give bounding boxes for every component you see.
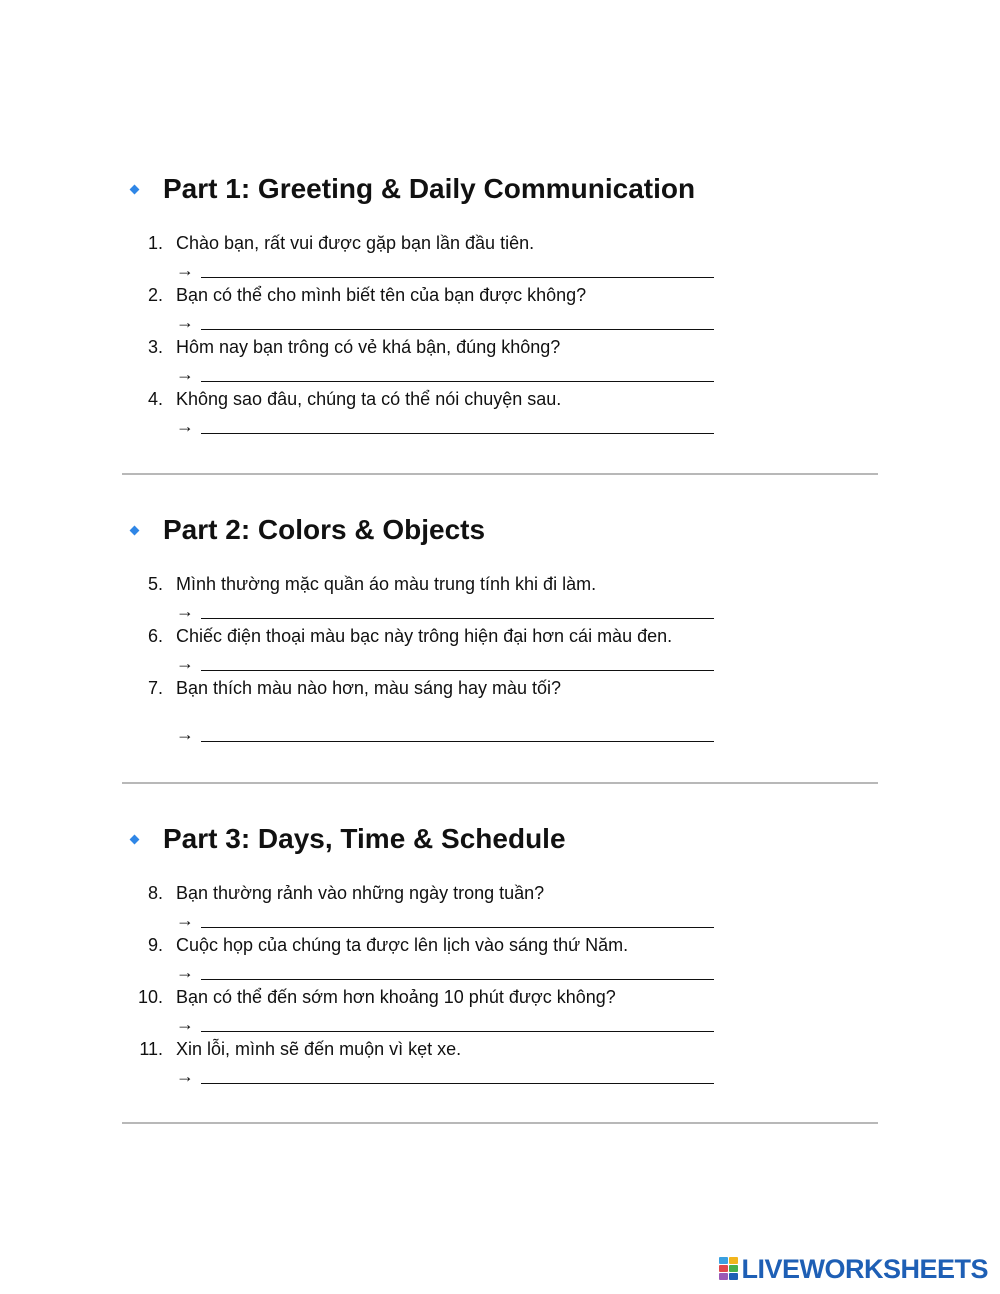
question-item	[0, 626, 1000, 678]
question-text: Chiếc điện thoại màu bạc này trông hiện đại hơn cái màu đen.	[176, 626, 673, 646]
answer-input-1[interactable]	[201, 257, 714, 278]
question-item	[0, 389, 1000, 441]
liveworksheets-logo-icon	[719, 1257, 739, 1281]
question-item	[0, 337, 1000, 389]
question-text: Bạn thường rảnh vào những ngày trong tuần?	[176, 883, 545, 903]
question-number: 1.	[147, 233, 163, 253]
part-2-heading: Part 2: Colors & Objects	[163, 514, 486, 545]
arrow-icon: →	[176, 312, 194, 332]
answer-input-5[interactable]	[201, 598, 714, 619]
question-number: 3.	[147, 337, 163, 357]
section-divider	[122, 782, 878, 784]
answer-input-4[interactable]	[201, 413, 714, 434]
question-number: 5.	[147, 574, 163, 594]
arrow-icon: →	[176, 416, 194, 436]
question-item	[0, 233, 1000, 285]
arrow-icon: →	[176, 724, 194, 744]
logo-text: LIVEWORKSHEETS	[741, 1253, 988, 1284]
question-text: Không sao đâu, chúng ta có thể nói chuyện sau.	[176, 389, 562, 409]
diamond-bullet-icon	[130, 835, 140, 845]
question-text: Bạn thích màu nào hơn, màu sáng hay màu tối?	[176, 678, 562, 698]
answer-input-8[interactable]	[201, 907, 714, 928]
question-text: Bạn có thể cho mình biết tên của bạn được không?	[176, 285, 587, 305]
section-divider	[122, 473, 878, 475]
question-item	[0, 883, 1000, 935]
question-text: Mình thường mặc quần áo màu trung tính khi đi làm.	[176, 574, 597, 594]
arrow-icon: →	[176, 1066, 194, 1086]
question-number: 8.	[147, 883, 163, 903]
question-item	[0, 574, 1000, 626]
liveworksheets-logo	[719, 1252, 988, 1286]
question-text: Cuộc họp của chúng ta được lên lịch vào sáng thứ Năm.	[176, 935, 629, 955]
arrow-icon: →	[176, 962, 194, 982]
part-1-heading: Part 1: Greeting & Daily Communication	[163, 173, 696, 204]
question-item	[0, 678, 1000, 748]
question-number: 9.	[147, 935, 163, 955]
answer-input-3[interactable]	[201, 361, 714, 382]
arrow-icon: →	[176, 1014, 194, 1034]
question-item	[0, 285, 1000, 337]
question-number: 4.	[147, 389, 163, 409]
answer-input-7[interactable]	[201, 721, 714, 742]
question-number: 10.	[137, 987, 163, 1007]
question-number: 2.	[147, 285, 163, 305]
answer-input-11[interactable]	[201, 1063, 714, 1084]
answer-input-9[interactable]	[201, 959, 714, 980]
answer-input-2[interactable]	[201, 309, 714, 330]
question-text: Bạn có thể đến sớm hơn khoảng 10 phút được không?	[176, 987, 616, 1007]
question-number: 6.	[147, 626, 163, 646]
answer-input-10[interactable]	[201, 1011, 714, 1032]
question-number: 11.	[139, 1039, 163, 1059]
question-item	[0, 935, 1000, 987]
arrow-icon: →	[176, 601, 194, 621]
part-3-heading: Part 3: Days, Time & Schedule	[163, 823, 566, 854]
question-text: Chào bạn, rất vui được gặp bạn lần đầu tiên.	[176, 233, 535, 253]
arrow-icon: →	[176, 653, 194, 673]
answer-input-6[interactable]	[201, 650, 714, 671]
arrow-icon: →	[176, 260, 194, 280]
arrow-icon: →	[176, 910, 194, 930]
question-item	[0, 987, 1000, 1039]
diamond-bullet-icon	[130, 526, 140, 536]
question-text: Xin lỗi, mình sẽ đến muộn vì kẹt xe.	[176, 1039, 462, 1059]
section-divider	[122, 1122, 878, 1124]
diamond-bullet-icon	[130, 185, 140, 195]
question-text: Hôm nay bạn trông có vẻ khá bận, đúng không?	[176, 337, 561, 357]
question-item	[0, 1039, 1000, 1091]
arrow-icon: →	[176, 364, 194, 384]
question-number: 7.	[147, 678, 163, 698]
